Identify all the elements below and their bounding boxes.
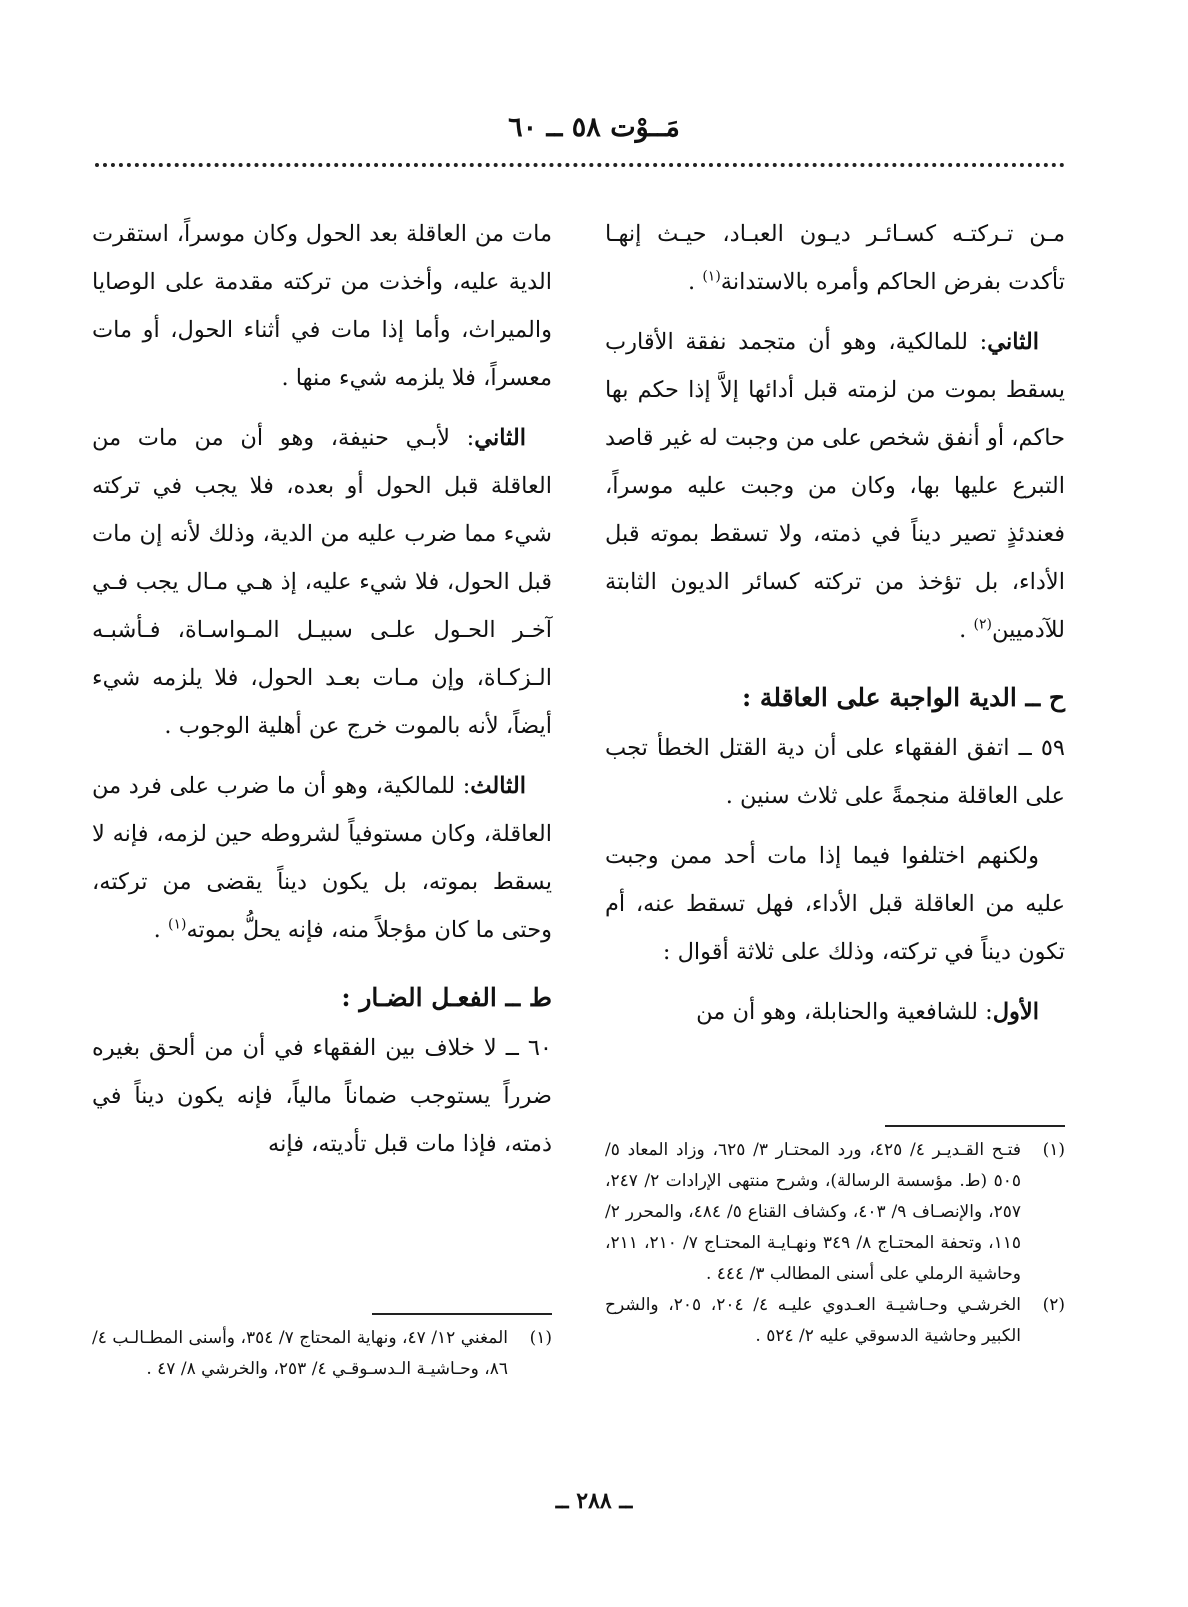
right-p5-text: : للشافعية والحنابلة، وهو أن من [696,999,993,1025]
left-p3-footnote-ref: (١) [167,916,187,933]
left-footnote-1 [92,1323,552,1385]
right-p2-end: . [959,617,974,643]
right-footnote-1 [605,1135,1065,1290]
left-footnote-1-text: المغني ١٢/ ٤٧، ونهاية المحتاج ٧/ ٣٥٤، وأسنى المطـالـب ٤/ ٨٦، وحـاشيـة الـدسـوقـي ٤/ ٢٥٣، والخرشي ٨/ ٤٧ . [92,1328,508,1379]
left-paragraph-3 [92,762,552,954]
left-p2-text: : لأبـي حنيفة، وهو أن من مات من العاقلة قبل الحول أو بعده، فلا يجب في تركته شيء مما ضرب عليه من الدية، وذلك لأنه إن مات قبل الحول، فلا شيء عليه، إذ هـي مـال يجب فـي آخـر الحـول علـى سبيـل المـواسـاة، فـأشبـه الـزكـاة، وإن مـات بعـد الحول، فلا يلزمه شيء أيضاً، لأنه بالموت خرج عن أهلية الوجوب . [92,425,552,739]
right-p5-term: الأول [992,999,1039,1025]
right-footnote-2 [605,1290,1065,1352]
right-column [605,210,1065,1048]
section-heading-ta: ط ــ الفعـل الضـار : [341,983,552,1012]
right-paragraph-5 [605,988,1065,1036]
left-p3-term: الثالث [470,773,526,799]
right-footnote-1-text: فتـح القـديـر ٤/ ٤٢٥، ورد المحتـار ٣/ ٦٢٥، وزاد المعاد ٥/ ٥٠٥ (ط. مؤسسة الرسالة)، وشرح منتهى الإرادات ٢/ ٢٤٧، ٢٥٧، والإنصـاف ٩/ ٤٠٣، وكشاف القناع ٥/ ٤٨٤، والمحرر ٢/ ١١٥، وتحفة المحتـاج ٨/ ٣٤٩ ونهـايـة المحتـاج ٧/ ٢١٠، ٢١١، وحاشية الرملي على أسنى المطالب ٣/ ٤٤٤ . [605,1140,1022,1284]
left-paragraph-1: مات من العاقلة بعد الحول وكان موسراً، استقرت الدية عليه، وأخذت من تركته مقدمة على الوصايا والميراث، وأما إذا مات في أثناء الحول، أو مات معسراً، فلا يلزمه شيء منها . [92,221,552,391]
right-p2-text: : للمالكية، وهو أن متجمد نفقة الأقارب يسقط بموت من لزمته قبل أدائها إلاَّ إذا حكم بها حاكم، أو أنفق شخص على من وجبت له غير قاصد التبرع عليها بها، وكان من وجبت عليه موسراً، فعندئذٍ تصير ديناً في ذمته، ولا تسقط بموته قبل الأداء، بل تؤخذ من تركته كسائر الديون الثابتة للآدميين [605,329,1065,643]
running-header: مَــوْت ٥٨ ــ ٦٠ [508,112,680,143]
right-paragraph-4: ولكنهم اختلفوا فيما إذا مات أحد ممن وجبت عليه من العاقلة قبل الأداء، فهل تسقط عنه، أم تكون ديناً في تركته، وذلك على ثلاثة أقوال : [605,843,1065,965]
left-paragraph-4: ٦٠ ــ لا خلاف بين الفقهاء في أن من ألحق بغيره ضرراً يستوجب ضماناً مالياً، فإنه يكون ديناً في ذمته، فإذا مات قبل تأديته، فإنه [92,1035,552,1157]
right-paragraph-2 [605,318,1065,654]
left-footnote-1-number: (١) [529,1328,552,1348]
right-p1-text: مـن تـركتـه كسـائـر ديـون العبـاد، حيـث إنهـا تأكدت بفرض الحاكم وأمره بالاستدانة [605,221,1065,295]
right-paragraph-3: ٥٩ ــ اتفق الفقهاء على أن دية القتل الخطأ تجب على العاقلة منجمةً على ثلاث سنين . [605,735,1065,809]
right-p1-footnote-ref: (١) [702,268,721,285]
left-footnotes [92,1323,552,1385]
right-p2-term: الثاني [987,329,1039,355]
right-p2-footnote-ref: (٢) [973,616,992,633]
right-footnote-2-number: (٢) [1042,1295,1065,1315]
right-p1-end: . [688,269,703,295]
left-p2-term: الثاني [474,425,526,451]
left-paragraph-2 [92,414,552,750]
left-p3-end: . [153,917,168,943]
left-column [92,210,552,1180]
right-paragraph-1 [605,210,1065,306]
header-dotted-rule [95,163,1065,167]
left-footnote-separator [372,1313,552,1315]
right-footnote-2-text: الخرشـي وحـاشيـة العـدوي عليـه ٤/ ٢٠٤، ٢٠٥، والشرح الكبير وحاشية الدسوقي عليه ٢/ ٥٢٤ . [605,1295,1021,1346]
section-heading-ha: ح ــ الدية الواجبة على العاقلة : [741,683,1065,712]
page-number: ــ ٢٨٨ ــ [555,1488,633,1514]
right-footnote-1-number: (١) [1042,1140,1065,1160]
left-p3-text: : للمالكية، وهو أن ما ضرب على فرد من العاقلة، وكان مستوفياً لشروطه حين لزمه، فإنه لا يسقط بموته، بل يكون ديناً يقضى من تركته، وحتى ما كان مؤجلاً منه، فإنه يحلُّ بموته [92,773,552,943]
right-footnote-separator [885,1125,1065,1127]
right-footnotes [605,1135,1065,1352]
